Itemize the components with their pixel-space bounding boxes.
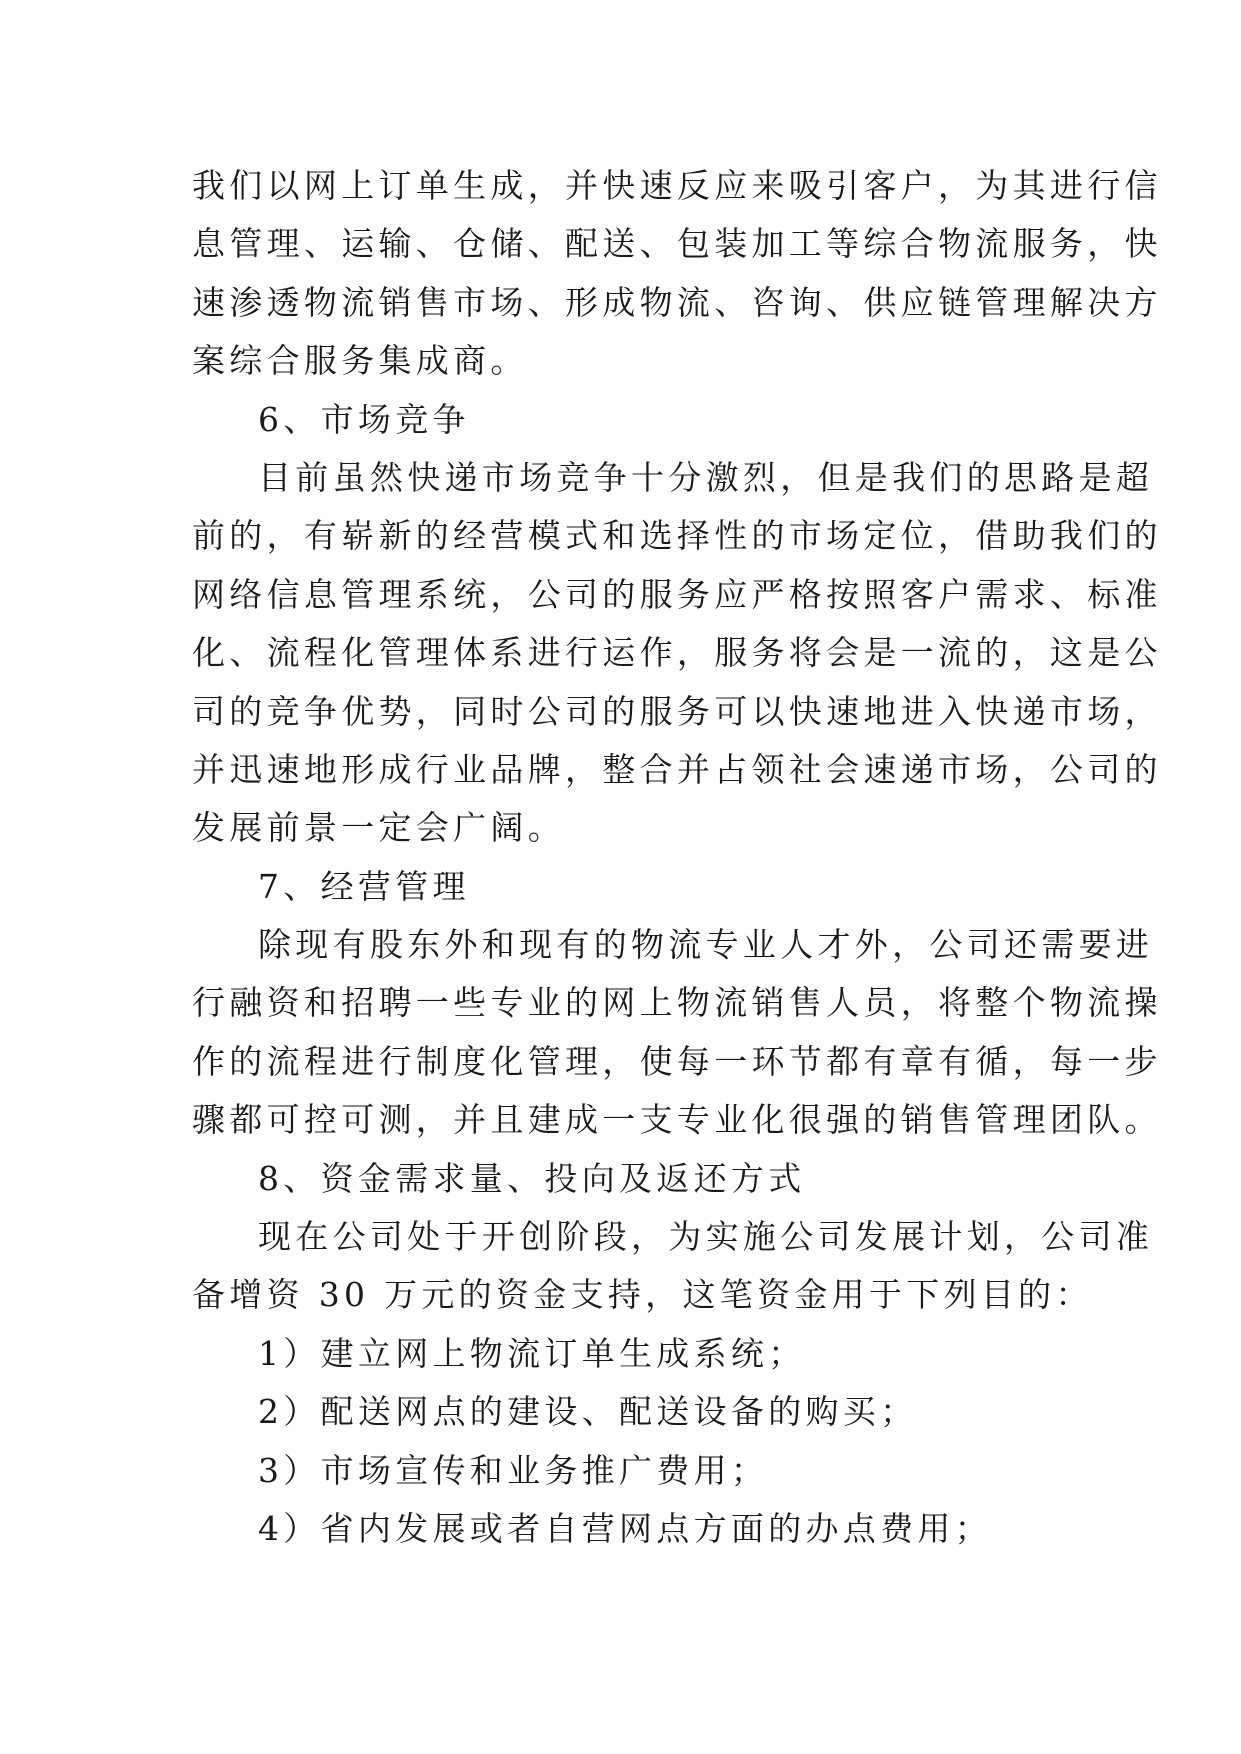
paragraph-line: 并迅速地形成行业品牌，整合并占领社会速递市场，公司的 bbox=[192, 749, 1162, 789]
paragraph-line: 行融资和招聘一些专业的网上物流销售人员，将整个物流操 bbox=[192, 983, 1162, 1023]
paragraph-line: 除现有股东外和现有的物流专业人才外，公司还需要进 bbox=[258, 925, 1154, 965]
section-heading: 6、市场竞争 bbox=[258, 399, 470, 439]
paragraph-line: 我们以网上订单生成，并快速反应来吸引客户，为其进行信 bbox=[192, 166, 1162, 205]
list-item: 1）建立网上物流订单生成系统； bbox=[258, 1333, 806, 1373]
paragraph-line: 速渗透物流销售市场、形成物流、咨询、供应链管理解决方 bbox=[192, 282, 1162, 322]
paragraph-line: 目前虽然快递市场竞争十分激烈，但是我们的思路是超 bbox=[258, 457, 1154, 497]
paragraph-line: 备增资 30 万元的资金支持，这笔资金用于下列目的： bbox=[192, 1275, 1093, 1315]
section-heading: 8、资金需求量、投向及返还方式 bbox=[258, 1158, 806, 1198]
paragraph-line: 司的竞争优势，同时公司的服务可以快速地进入快递市场， bbox=[192, 691, 1162, 731]
paragraph-line: 网络信息管理系统，公司的服务应严格按照客户需求、标准 bbox=[192, 574, 1162, 614]
paragraph-line: 前的，有崭新的经营模式和选择性的市场定位，借助我们的 bbox=[192, 516, 1162, 556]
paragraph-line: 现在公司处于开创阶段，为实施公司发展计划，公司准 bbox=[258, 1217, 1154, 1257]
document-body bbox=[192, 157, 1162, 1558]
list-item: 3）市场宣传和业务推广费用； bbox=[258, 1450, 769, 1490]
paragraph-line: 案综合服务集成商。 bbox=[192, 341, 528, 381]
paragraph-line: 发展前景一定会广阔。 bbox=[192, 808, 565, 848]
list-item: 2）配送网点的建设、配送设备的购买； bbox=[258, 1392, 918, 1432]
list-item: 4）省内发展或者自营网点方面的办点费用； bbox=[258, 1508, 992, 1548]
paragraph-line: 息管理、运输、仓储、配送、包装加工等综合物流服务，快 bbox=[192, 224, 1162, 264]
section-heading: 7、经营管理 bbox=[258, 866, 470, 906]
paragraph-line: 骤都可控可测，并且建成一支专业化很强的销售管理团队。 bbox=[192, 1100, 1162, 1140]
paragraph-line: 化、流程化管理体系进行运作，服务将会是一流的，这是公 bbox=[192, 633, 1162, 673]
paragraph-line: 作的流程进行制度化管理，使每一环节都有章有循，每一步 bbox=[192, 1041, 1162, 1081]
